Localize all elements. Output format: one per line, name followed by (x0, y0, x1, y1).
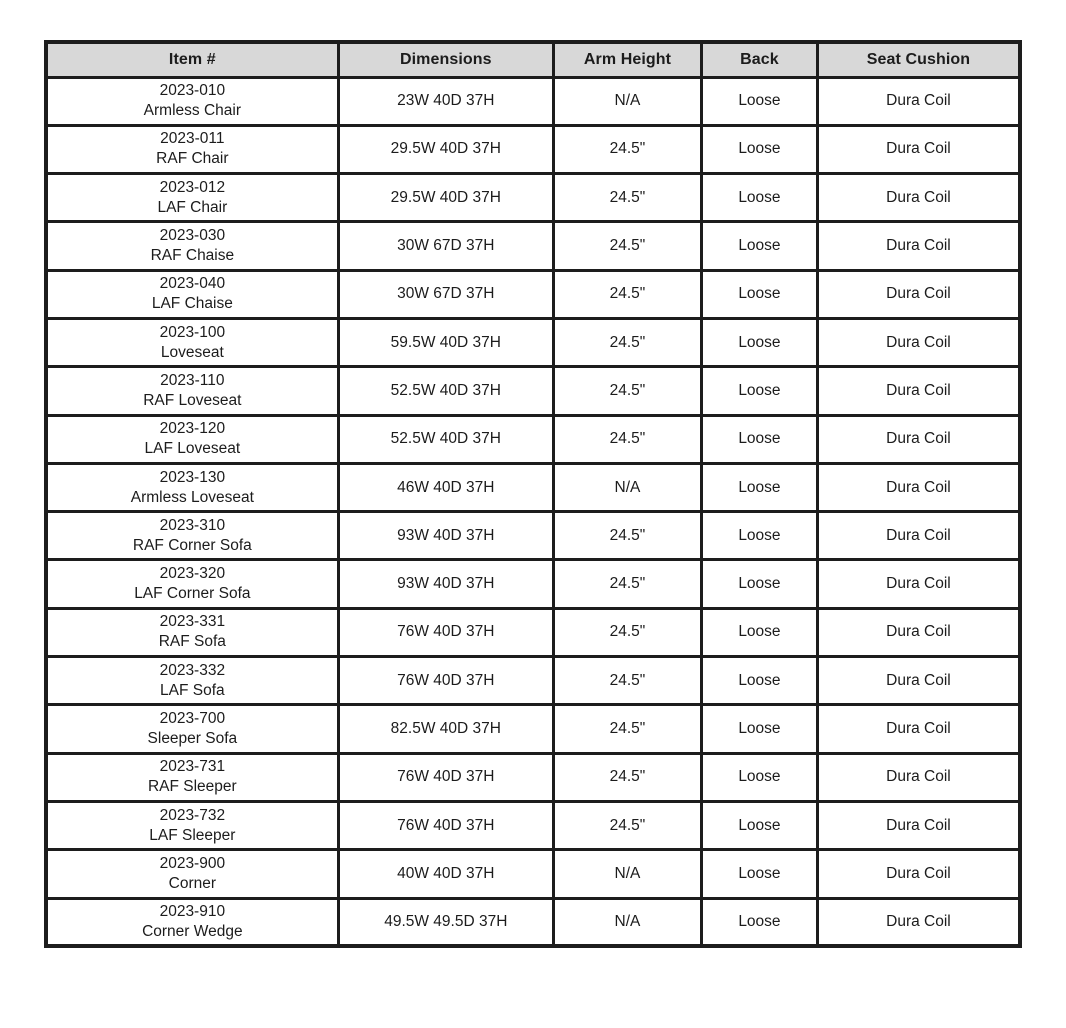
seat-cushion-cell: Dura Coil (817, 222, 1020, 270)
arm-height-cell: 24.5" (553, 560, 701, 608)
spec-table-body (46, 77, 1020, 946)
arm-height-cell: N/A (553, 77, 701, 125)
dimensions-cell: 52.5W 40D 37H (338, 367, 553, 415)
item-name: LAF Sleeper (149, 826, 236, 844)
item-number: 2023-320 (159, 565, 226, 583)
item-name: RAF Chaise (150, 247, 235, 265)
arm-height-cell: 24.5" (553, 801, 701, 849)
seat-cushion-cell: Dura Coil (817, 125, 1020, 173)
item-cell-text (48, 516, 337, 556)
table-row (46, 125, 1020, 173)
seat-cushion-cell: Dura Coil (817, 753, 1020, 801)
seat-cushion-cell: Dura Coil (817, 560, 1020, 608)
item-number: 2023-732 (159, 806, 226, 824)
table-row (46, 657, 1020, 705)
back-cell: Loose (701, 512, 817, 560)
item-cell-text (48, 81, 337, 121)
arm-height-cell: 24.5" (553, 657, 701, 705)
item-number: 2023-130 (159, 468, 226, 486)
back-cell: Loose (701, 415, 817, 463)
back-cell: Loose (701, 850, 817, 898)
arm-height-cell: 24.5" (553, 415, 701, 463)
item-cell (46, 270, 338, 318)
dimensions-cell: 93W 40D 37H (338, 512, 553, 560)
item-name: RAF Loveseat (143, 391, 242, 409)
arm-height-cell: 24.5" (553, 608, 701, 656)
dimensions-cell: 93W 40D 37H (338, 560, 553, 608)
table-row (46, 560, 1020, 608)
dimensions-cell: 46W 40D 37H (338, 463, 553, 511)
item-cell (46, 318, 338, 366)
item-number: 2023-731 (159, 758, 226, 776)
back-cell: Loose (701, 753, 817, 801)
item-number: 2023-100 (159, 323, 226, 341)
seat-cushion-cell: Dura Coil (817, 270, 1020, 318)
item-name: RAF Chair (156, 150, 229, 168)
item-cell-text (48, 757, 337, 797)
seat-cushion-cell: Dura Coil (817, 174, 1020, 222)
dimensions-cell: 76W 40D 37H (338, 657, 553, 705)
item-cell-text (48, 854, 337, 894)
item-name: LAF Chaise (151, 295, 233, 313)
item-number: 2023-040 (159, 275, 226, 293)
seat-cushion-cell: Dura Coil (817, 657, 1020, 705)
dimensions-cell: 82.5W 40D 37H (338, 705, 553, 753)
item-cell-text (48, 371, 337, 411)
dimensions-cell: 23W 40D 37H (338, 77, 553, 125)
item-name: LAF Sofa (160, 681, 225, 699)
item-name: Loveseat (160, 343, 224, 361)
item-cell (46, 174, 338, 222)
header-cell-back: Back (701, 42, 817, 77)
spec-sheet-page (44, 40, 1022, 948)
dimensions-cell: 76W 40D 37H (338, 608, 553, 656)
dimensions-cell: 76W 40D 37H (338, 753, 553, 801)
item-number: 2023-110 (160, 371, 225, 389)
seat-cushion-cell: Dura Coil (817, 801, 1020, 849)
item-cell-text (48, 806, 337, 846)
item-cell (46, 705, 338, 753)
table-row (46, 77, 1020, 125)
arm-height-cell: 24.5" (553, 270, 701, 318)
arm-height-cell: 24.5" (553, 174, 701, 222)
arm-height-cell: N/A (553, 850, 701, 898)
header-cell-item-number: Item # (46, 42, 338, 77)
item-cell (46, 753, 338, 801)
item-cell (46, 125, 338, 173)
table-row (46, 270, 1020, 318)
item-cell (46, 222, 338, 270)
item-name: Corner Wedge (142, 922, 243, 940)
seat-cushion-cell: Dura Coil (817, 608, 1020, 656)
table-row (46, 174, 1020, 222)
item-cell-text (48, 226, 337, 266)
item-name: Armless Chair (143, 102, 241, 120)
item-number: 2023-332 (159, 661, 226, 679)
item-number: 2023-310 (159, 516, 226, 534)
arm-height-cell: 24.5" (553, 125, 701, 173)
item-cell (46, 801, 338, 849)
back-cell: Loose (701, 608, 817, 656)
seat-cushion-cell: Dura Coil (817, 463, 1020, 511)
back-cell: Loose (701, 174, 817, 222)
arm-height-cell: 24.5" (553, 222, 701, 270)
item-cell (46, 850, 338, 898)
item-number: 2023-910 (159, 902, 226, 920)
back-cell: Loose (701, 77, 817, 125)
dimensions-cell: 52.5W 40D 37H (338, 415, 553, 463)
seat-cushion-cell: Dura Coil (817, 77, 1020, 125)
back-cell: Loose (701, 705, 817, 753)
table-row (46, 415, 1020, 463)
item-cell (46, 512, 338, 560)
dimensions-cell: 29.5W 40D 37H (338, 174, 553, 222)
header-row (46, 42, 1020, 77)
item-cell-text (48, 661, 337, 701)
item-cell (46, 608, 338, 656)
dimensions-cell: 49.5W 49.5D 37H (338, 898, 553, 946)
back-cell: Loose (701, 898, 817, 946)
item-cell (46, 77, 338, 125)
table-row (46, 705, 1020, 753)
dimensions-cell: 29.5W 40D 37H (338, 125, 553, 173)
item-cell (46, 560, 338, 608)
item-number: 2023-011 (160, 130, 225, 148)
dimensions-cell: 76W 40D 37H (338, 801, 553, 849)
seat-cushion-cell: Dura Coil (817, 318, 1020, 366)
table-row (46, 850, 1020, 898)
item-name: RAF Corner Sofa (132, 536, 252, 554)
back-cell: Loose (701, 657, 817, 705)
table-row (46, 608, 1020, 656)
item-cell-text (48, 178, 337, 218)
item-cell (46, 657, 338, 705)
item-name: RAF Sofa (158, 633, 226, 651)
item-number: 2023-900 (159, 854, 226, 872)
item-name: LAF Chair (157, 198, 228, 216)
item-number: 2023-010 (159, 82, 226, 100)
arm-height-cell: 24.5" (553, 705, 701, 753)
arm-height-cell: 24.5" (553, 753, 701, 801)
table-row (46, 367, 1020, 415)
arm-height-cell: 24.5" (553, 318, 701, 366)
header-cell-arm-height: Arm Height (553, 42, 701, 77)
item-cell-text (48, 902, 337, 942)
item-number: 2023-700 (159, 710, 226, 727)
product-spec-table (44, 40, 1022, 948)
seat-cushion-cell: Dura Coil (817, 705, 1020, 753)
item-name: LAF Corner Sofa (134, 585, 251, 603)
back-cell: Loose (701, 463, 817, 511)
back-cell: Loose (701, 270, 817, 318)
item-cell-text (48, 129, 337, 169)
table-row (46, 222, 1020, 270)
item-number: 2023-030 (159, 227, 226, 245)
table-row (46, 512, 1020, 560)
item-cell (46, 367, 338, 415)
back-cell: Loose (701, 801, 817, 849)
dimensions-cell: 59.5W 40D 37H (338, 318, 553, 366)
item-name: LAF Loveseat (144, 440, 241, 458)
table-row (46, 753, 1020, 801)
item-name: Sleeper Sofa (147, 730, 238, 747)
table-row (46, 318, 1020, 366)
seat-cushion-cell: Dura Coil (817, 512, 1020, 560)
item-number: 2023-331 (159, 613, 226, 631)
back-cell: Loose (701, 560, 817, 608)
item-cell (46, 463, 338, 511)
arm-height-cell: N/A (553, 898, 701, 946)
table-row (46, 898, 1020, 946)
table-row (46, 463, 1020, 511)
item-name: RAF Sleeper (147, 778, 237, 796)
item-number: 2023-012 (159, 178, 226, 196)
item-cell-text (48, 709, 337, 749)
arm-height-cell: 24.5" (553, 512, 701, 560)
dimensions-cell: 30W 67D 37H (338, 270, 553, 318)
item-cell-text (48, 468, 337, 508)
item-cell-text (48, 419, 337, 459)
back-cell: Loose (701, 318, 817, 366)
back-cell: Loose (701, 222, 817, 270)
item-cell-text (48, 274, 337, 314)
arm-height-cell: 24.5" (553, 367, 701, 415)
header-cell-dimensions: Dimensions (338, 42, 553, 77)
back-cell: Loose (701, 125, 817, 173)
dimensions-cell: 40W 40D 37H (338, 850, 553, 898)
item-cell-text (48, 564, 337, 604)
seat-cushion-cell: Dura Coil (817, 367, 1020, 415)
item-cell-text (48, 612, 337, 652)
header-cell-seat-cushion: Seat Cushion (817, 42, 1020, 77)
item-number: 2023-120 (159, 420, 226, 438)
item-cell (46, 898, 338, 946)
item-name: Corner (168, 874, 217, 892)
item-name: Armless Loveseat (130, 488, 254, 506)
seat-cushion-cell: Dura Coil (817, 898, 1020, 946)
item-cell-text (48, 323, 337, 363)
item-cell (46, 415, 338, 463)
back-cell: Loose (701, 367, 817, 415)
seat-cushion-cell: Dura Coil (817, 850, 1020, 898)
dimensions-cell: 30W 67D 37H (338, 222, 553, 270)
seat-cushion-cell: Dura Coil (817, 415, 1020, 463)
arm-height-cell: N/A (553, 463, 701, 511)
table-row (46, 801, 1020, 849)
